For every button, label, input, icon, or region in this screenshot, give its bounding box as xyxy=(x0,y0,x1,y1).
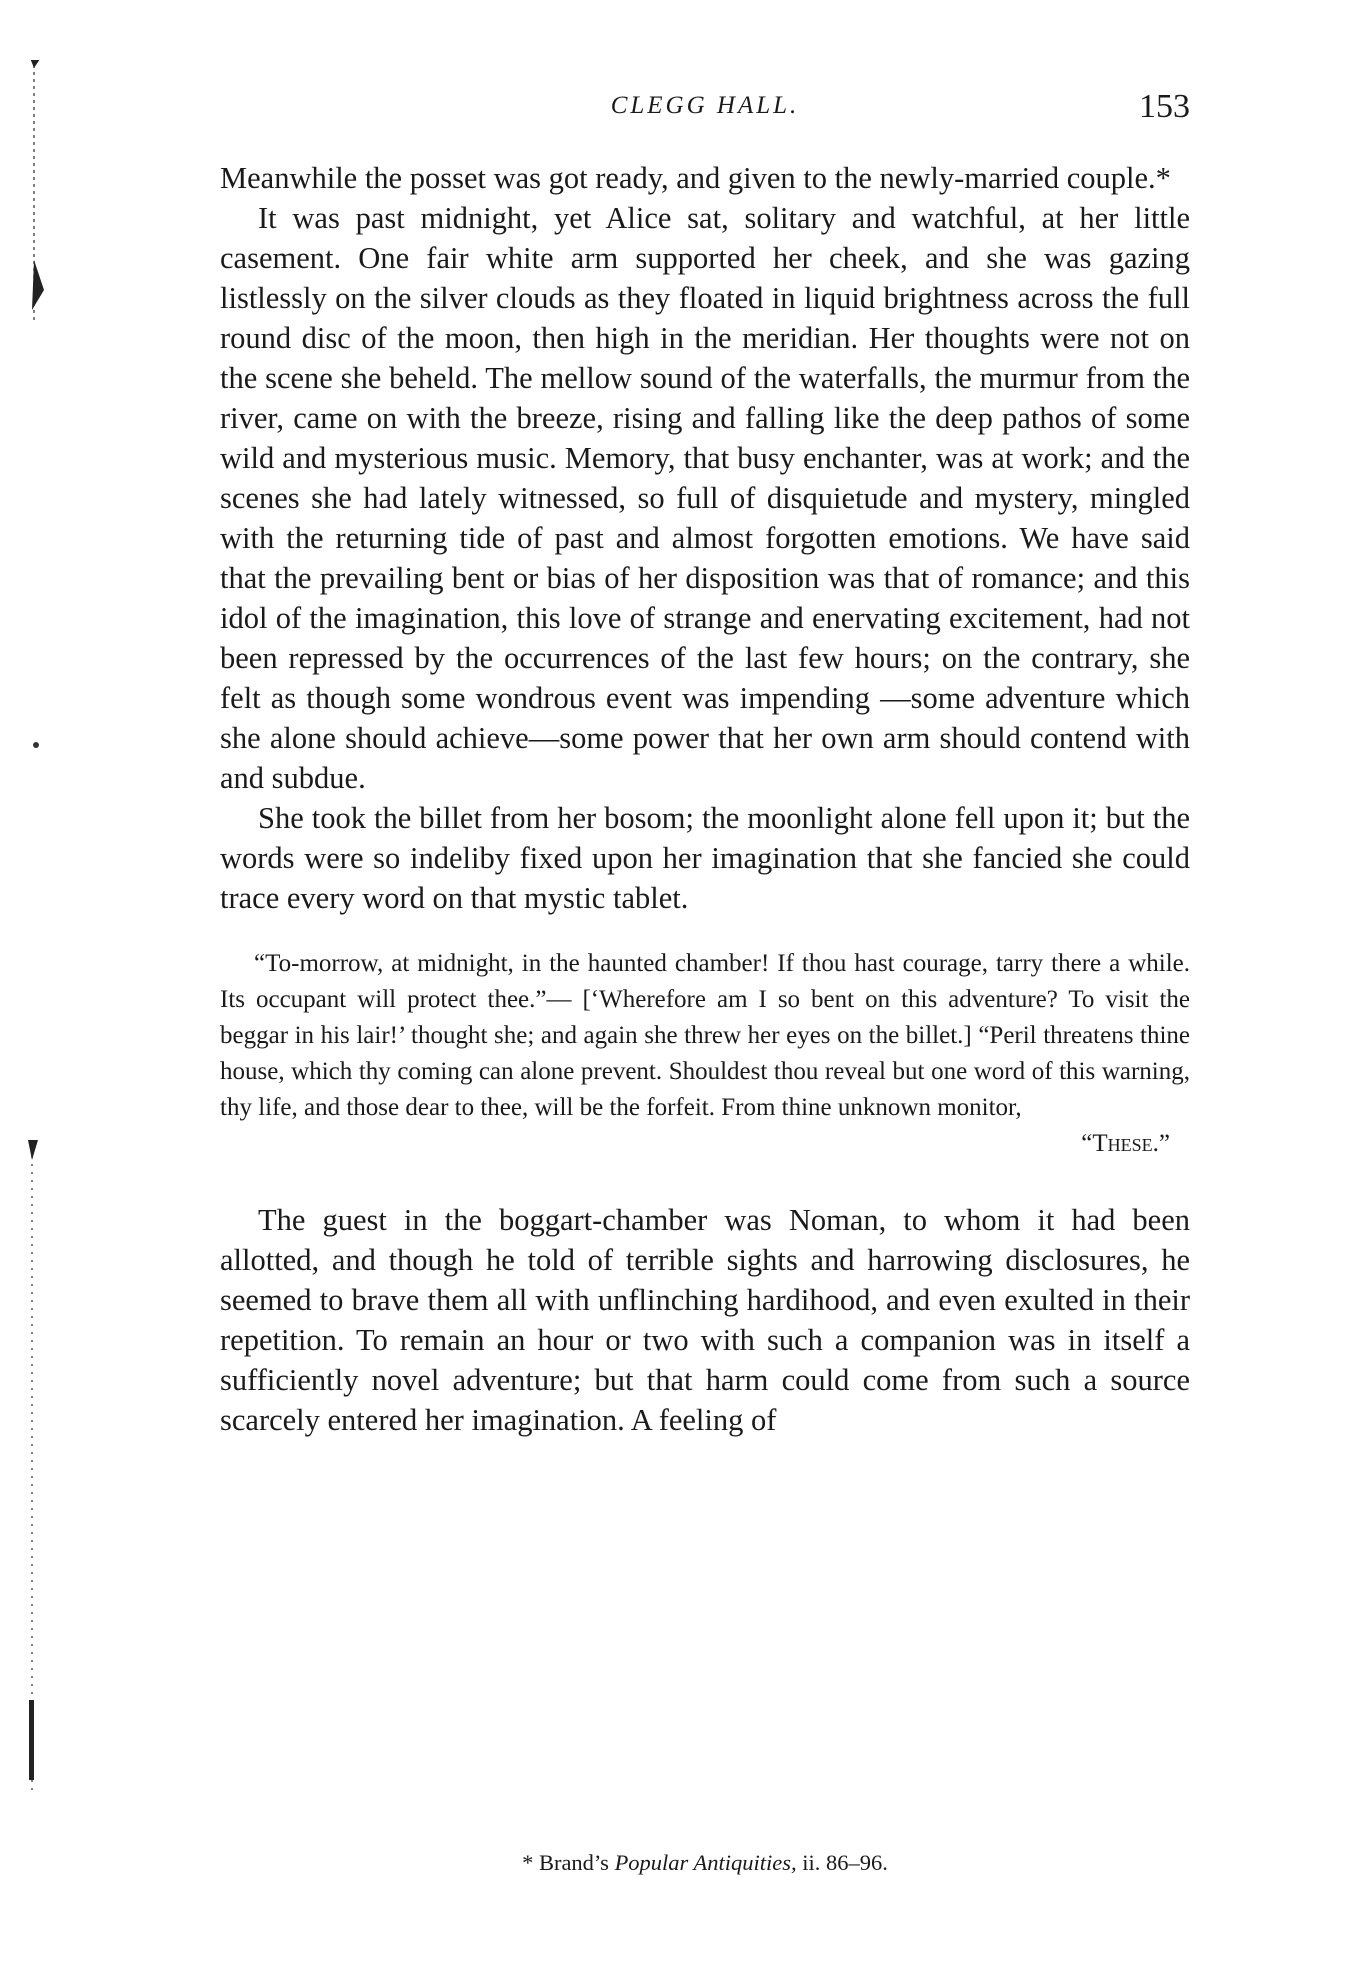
page-number: 153 xyxy=(1139,88,1190,125)
footnote xyxy=(220,1850,1190,1876)
footnote-suffix: ii. 86–96. xyxy=(796,1850,888,1875)
billet-text: “To-morrow, at midnight, in the haunted chamber! If thou hast courage, tarry there a while. Its occupant will protect thee.”— [‘Wherefore am I so bent on this adventure? To visit the beggar in his lair!’ thought she; and again she threw her eyes on the billet.] “Peril threatens thine house, which thy coming can alone prevent. Shouldest thou reveal but one word of this warning, thy life, and those dear to thee, will be the forfeit. From thine unknown monitor, xyxy=(220,950,1190,1121)
running-head xyxy=(220,88,1190,132)
body-text xyxy=(220,158,1190,1440)
paragraph-3: She took the billet from her bosom; the moonlight alone fell upon it; but the words were so indeliby fixed upon her imagination that she fancied she could trace every word on that mystic tablet. xyxy=(220,801,1190,915)
paragraph-1: Meanwhile the posset was got ready, and given to the newly-married couple.* xyxy=(220,161,1171,195)
running-title: CLEGG HALL. xyxy=(610,92,800,119)
footnote-prefix: * Brand’s xyxy=(522,1850,615,1875)
paragraph-4: The guest in the boggart-chamber was Noman, to whom it had been allotted, and though he told of terrible sights and harrowing disclosures, he seemed to brave them all with unflinching hardihood, and even exulted in their repetition. To remain an hour or two with such a companion was in itself a sufficiently novel adventure; but that harm could come from such a source scarcely entered her imagination. A feeling of xyxy=(220,1203,1190,1437)
billet-signature: “These.” xyxy=(1081,1130,1170,1157)
paragraph-2: It was past midnight, yet Alice sat, solitary and watchful, at her little casement. One fair white arm supported her cheek, and she was gazing listlessly on the silver clouds as they floated in liquid brightness across the full round disc of the moon, then high in the meridian. Her thoughts were not on the scene she beheld. The mellow sound of the waterfalls, the murmur from the river, came on with the breeze, rising and falling like the deep pathos of some wild and mysterious music. Memory, that busy enchanter, was at work; and the scenes she had lately witnessed, so full of disquietude and mystery, mingled with the returning tide of past and almost forgotten emotions. We have said that the prevailing bent or bias of her disposition was that of romance; and this idol of the imagination, this love of strange and enervating excitement, had not been repressed by the occurrences of the last few hours; on the contrary, she felt as though some wondrous event was impending —some adventure which she alone should achieve—some power that her own arm should contend with and subdue. xyxy=(220,201,1190,795)
quoted-billet xyxy=(220,946,1190,1162)
binding-margin-marks xyxy=(20,60,50,1860)
footnote-title: Popular Antiquities, xyxy=(614,1850,797,1875)
